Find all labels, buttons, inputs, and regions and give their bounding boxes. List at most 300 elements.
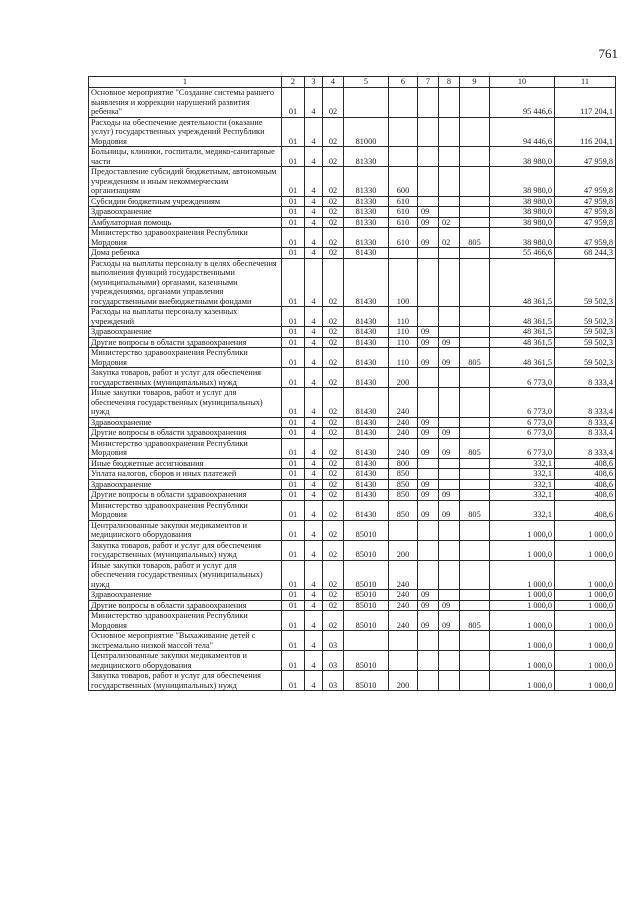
ministry-code: 805 [460, 438, 490, 458]
subprogram-code: 4 [305, 337, 323, 348]
amount-year-2: 59 502,3 [555, 337, 616, 348]
direction-code: 85010 [344, 560, 389, 590]
expense-type: 240 [389, 590, 418, 601]
subsection-code [439, 417, 460, 428]
expense-type: 240 [389, 388, 418, 418]
amount-year-2: 8 333,4 [555, 368, 616, 388]
event-code: 02 [323, 438, 344, 458]
expense-type: 240 [389, 438, 418, 458]
table-row [89, 651, 616, 671]
subsection-code [439, 307, 460, 327]
direction-code: 81330 [344, 196, 389, 207]
event-code: 02 [323, 307, 344, 327]
section-code [418, 520, 439, 540]
expense-type [389, 520, 418, 540]
program-code: 01 [282, 117, 305, 147]
table-row [89, 337, 616, 348]
subprogram-code: 4 [305, 207, 323, 218]
header-cell: 10 [490, 77, 555, 88]
table-row [89, 228, 616, 248]
table-row [89, 167, 616, 197]
subprogram-code: 4 [305, 217, 323, 228]
program-code: 01 [282, 337, 305, 348]
program-code: 01 [282, 258, 305, 307]
header-cell: 2 [282, 77, 305, 88]
direction-code: 81430 [344, 388, 389, 418]
subsection-code [439, 258, 460, 307]
amount-year-2: 59 502,3 [555, 307, 616, 327]
row-name: Министерство здравоохранения Республики Мордовия [89, 348, 282, 368]
row-name: Иные закупки товаров, работ и услуг для обеспечения государственных (муниципальных) нужд [89, 388, 282, 418]
ministry-code [460, 540, 490, 560]
amount-year-2: 47 959,8 [555, 207, 616, 218]
expense-type [389, 631, 418, 651]
event-code: 02 [323, 600, 344, 611]
amount-year-1: 1 000,0 [490, 631, 555, 651]
amount-year-2: 408,6 [555, 500, 616, 520]
subprogram-code: 4 [305, 469, 323, 480]
ministry-code [460, 248, 490, 259]
header-cell: 11 [555, 77, 616, 88]
event-code: 02 [323, 117, 344, 147]
program-code: 01 [282, 196, 305, 207]
direction-code: 85010 [344, 611, 389, 631]
row-name: Расходы на выплаты персоналу в целях обеспечения выполнения функций государственными (муниципальными) органами, казенными учреждениями, органами управления государственными внебюджетными фондами [89, 258, 282, 307]
row-name: Министерство здравоохранения Республики Мордовия [89, 611, 282, 631]
section-code: 09 [418, 600, 439, 611]
event-code: 03 [323, 631, 344, 651]
subprogram-code: 4 [305, 117, 323, 147]
ministry-code [460, 196, 490, 207]
event-code: 03 [323, 651, 344, 671]
subprogram-code: 4 [305, 196, 323, 207]
expense-type: 110 [389, 348, 418, 368]
amount-year-2: 1 000,0 [555, 611, 616, 631]
event-code: 02 [323, 147, 344, 167]
section-code [418, 307, 439, 327]
amount-year-1: 38 980,0 [490, 167, 555, 197]
event-code: 02 [323, 388, 344, 418]
subsection-code: 09 [439, 428, 460, 439]
ministry-code [460, 217, 490, 228]
subsection-code [439, 388, 460, 418]
program-code: 01 [282, 560, 305, 590]
amount-year-1: 6 773,0 [490, 428, 555, 439]
ministry-code [460, 388, 490, 418]
program-code: 01 [282, 438, 305, 458]
program-code: 01 [282, 248, 305, 259]
header-cell: 6 [389, 77, 418, 88]
expense-type: 110 [389, 327, 418, 338]
row-name: Здравоохранение [89, 417, 282, 428]
table-row [89, 500, 616, 520]
section-code [418, 167, 439, 197]
subprogram-code: 4 [305, 248, 323, 259]
amount-year-1: 1 000,0 [490, 560, 555, 590]
program-code: 01 [282, 428, 305, 439]
event-code: 02 [323, 520, 344, 540]
row-name: Основное мероприятие "Выхаживание детей с экстремально низкой массой тела" [89, 631, 282, 651]
expense-type: 850 [389, 500, 418, 520]
row-name: Закупка товаров, работ и услуг для обеспечения государственных (муниципальных) нужд [89, 540, 282, 560]
expense-type: 800 [389, 458, 418, 469]
expense-type: 200 [389, 368, 418, 388]
amount-year-1: 48 361,5 [490, 258, 555, 307]
expense-type: 240 [389, 560, 418, 590]
amount-year-1: 48 361,5 [490, 337, 555, 348]
section-code: 09 [418, 611, 439, 631]
expense-type: 240 [389, 600, 418, 611]
table-row [89, 368, 616, 388]
event-code: 02 [323, 490, 344, 501]
program-code: 01 [282, 458, 305, 469]
row-name: Больницы, клиники, госпитали, медико-санитарные части [89, 147, 282, 167]
ministry-code [460, 600, 490, 611]
row-name: Основное мероприятие "Создание системы раннего выявления и коррекции нарушений развития ребенка" [89, 88, 282, 118]
direction-code: 81430 [344, 337, 389, 348]
event-code: 02 [323, 590, 344, 601]
row-name: Министерство здравоохранения Республики Мордовия [89, 228, 282, 248]
amount-year-1: 1 000,0 [490, 611, 555, 631]
section-code: 09 [418, 417, 439, 428]
ministry-code [460, 207, 490, 218]
subsection-code [439, 196, 460, 207]
table-row [89, 590, 616, 601]
amount-year-1: 48 361,5 [490, 307, 555, 327]
ministry-code [460, 307, 490, 327]
section-code [418, 147, 439, 167]
subsection-code: 09 [439, 490, 460, 501]
event-code: 02 [323, 248, 344, 259]
expense-type: 610 [389, 228, 418, 248]
ministry-code [460, 671, 490, 691]
subprogram-code: 4 [305, 388, 323, 418]
amount-year-2: 59 502,3 [555, 327, 616, 338]
row-name: Другие вопросы в области здравоохранения [89, 600, 282, 611]
table-row [89, 469, 616, 480]
amount-year-2: 47 959,8 [555, 147, 616, 167]
header-cell: 1 [89, 77, 282, 88]
subprogram-code: 4 [305, 368, 323, 388]
amount-year-1: 1 000,0 [490, 520, 555, 540]
amount-year-1: 332,1 [490, 490, 555, 501]
amount-year-2: 1 000,0 [555, 540, 616, 560]
section-code: 09 [418, 500, 439, 520]
table-row [89, 520, 616, 540]
ministry-code [460, 479, 490, 490]
amount-year-1: 6 773,0 [490, 438, 555, 458]
subsection-code [439, 479, 460, 490]
budget-table [88, 76, 616, 691]
expense-type [389, 117, 418, 147]
row-name: Здравоохранение [89, 590, 282, 601]
amount-year-2: 59 502,3 [555, 258, 616, 307]
section-code [418, 651, 439, 671]
row-name: Субсидии бюджетным учреждениям [89, 196, 282, 207]
amount-year-1: 38 980,0 [490, 228, 555, 248]
direction-code: 81430 [344, 438, 389, 458]
ministry-code: 805 [460, 500, 490, 520]
row-name: Расходы на обеспечение деятельности (оказание услуг) государственных учреждений Республики Мордовия [89, 117, 282, 147]
expense-type: 200 [389, 540, 418, 560]
amount-year-2: 408,6 [555, 458, 616, 469]
table-body [89, 88, 616, 691]
expense-type: 850 [389, 490, 418, 501]
subsection-code [439, 671, 460, 691]
table-row [89, 458, 616, 469]
amount-year-2: 408,6 [555, 469, 616, 480]
section-code [418, 88, 439, 118]
subprogram-code: 4 [305, 490, 323, 501]
event-code: 02 [323, 417, 344, 428]
amount-year-2: 47 959,8 [555, 167, 616, 197]
amount-year-1: 6 773,0 [490, 417, 555, 428]
amount-year-2: 1 000,0 [555, 651, 616, 671]
section-code: 09 [418, 348, 439, 368]
section-code: 09 [418, 590, 439, 601]
amount-year-2: 408,6 [555, 490, 616, 501]
expense-type: 200 [389, 671, 418, 691]
subprogram-code: 4 [305, 520, 323, 540]
program-code: 01 [282, 600, 305, 611]
direction-code: 85010 [344, 671, 389, 691]
subsection-code [439, 117, 460, 147]
row-name: Здравоохранение [89, 327, 282, 338]
section-code: 09 [418, 337, 439, 348]
table-row [89, 600, 616, 611]
ministry-code [460, 258, 490, 307]
section-code [418, 196, 439, 207]
amount-year-2: 1 000,0 [555, 590, 616, 601]
direction-code: 81430 [344, 428, 389, 439]
subprogram-code: 4 [305, 611, 323, 631]
expense-type: 240 [389, 428, 418, 439]
subsection-code [439, 560, 460, 590]
program-code: 01 [282, 520, 305, 540]
section-code: 09 [418, 327, 439, 338]
event-code: 02 [323, 228, 344, 248]
subprogram-code: 4 [305, 500, 323, 520]
amount-year-2: 8 333,4 [555, 428, 616, 439]
program-code: 01 [282, 671, 305, 691]
ministry-code [460, 651, 490, 671]
event-code: 02 [323, 348, 344, 368]
event-code: 02 [323, 368, 344, 388]
program-code: 01 [282, 167, 305, 197]
row-name: Министерство здравоохранения Республики Мордовия [89, 500, 282, 520]
header-cell: 7 [418, 77, 439, 88]
amount-year-1: 332,1 [490, 469, 555, 480]
program-code: 01 [282, 500, 305, 520]
ministry-code: 805 [460, 348, 490, 368]
event-code: 02 [323, 88, 344, 118]
table-row [89, 417, 616, 428]
subprogram-code: 4 [305, 348, 323, 368]
row-name: Централизованные закупки медикаментов и медицинского оборудования [89, 651, 282, 671]
subsection-code: 09 [439, 600, 460, 611]
event-code: 02 [323, 258, 344, 307]
table-row [89, 196, 616, 207]
subprogram-code: 4 [305, 147, 323, 167]
subsection-code [439, 248, 460, 259]
amount-year-2: 47 959,8 [555, 217, 616, 228]
row-name: Другие вопросы в области здравоохранения [89, 428, 282, 439]
table-row [89, 671, 616, 691]
amount-year-2: 47 959,8 [555, 228, 616, 248]
row-name: Здравоохранение [89, 479, 282, 490]
expense-type: 610 [389, 196, 418, 207]
amount-year-1: 48 361,5 [490, 348, 555, 368]
ministry-code [460, 590, 490, 601]
subprogram-code: 4 [305, 428, 323, 439]
event-code: 02 [323, 560, 344, 590]
direction-code: 85010 [344, 590, 389, 601]
event-code: 02 [323, 337, 344, 348]
program-code: 01 [282, 368, 305, 388]
subprogram-code: 4 [305, 258, 323, 307]
direction-code: 85010 [344, 600, 389, 611]
event-code: 02 [323, 217, 344, 228]
amount-year-1: 48 361,5 [490, 327, 555, 338]
table-row [89, 147, 616, 167]
event-code: 02 [323, 611, 344, 631]
table-row [89, 611, 616, 631]
event-code: 02 [323, 469, 344, 480]
ministry-code [460, 167, 490, 197]
subsection-code [439, 469, 460, 480]
ministry-code [460, 417, 490, 428]
subprogram-code: 4 [305, 590, 323, 601]
table-row [89, 348, 616, 368]
program-code: 01 [282, 469, 305, 480]
direction-code: 81430 [344, 348, 389, 368]
section-code: 09 [418, 428, 439, 439]
subsection-code: 09 [439, 611, 460, 631]
amount-year-1: 1 000,0 [490, 600, 555, 611]
subsection-code [439, 520, 460, 540]
section-code [418, 248, 439, 259]
subsection-code [439, 458, 460, 469]
subsection-code [439, 88, 460, 118]
subprogram-code: 4 [305, 327, 323, 338]
section-code: 09 [418, 438, 439, 458]
program-code: 01 [282, 88, 305, 118]
expense-type [389, 88, 418, 118]
amount-year-2: 1 000,0 [555, 631, 616, 651]
event-code: 02 [323, 479, 344, 490]
amount-year-1: 332,1 [490, 479, 555, 490]
subprogram-code: 4 [305, 417, 323, 428]
expense-type: 850 [389, 479, 418, 490]
row-name: Здравоохранение [89, 207, 282, 218]
amount-year-1: 332,1 [490, 458, 555, 469]
expense-type [389, 147, 418, 167]
table-row [89, 479, 616, 490]
ministry-code [460, 469, 490, 480]
expense-type: 850 [389, 469, 418, 480]
subsection-code [439, 167, 460, 197]
event-code: 02 [323, 428, 344, 439]
subprogram-code: 4 [305, 479, 323, 490]
section-code: 09 [418, 490, 439, 501]
program-code: 01 [282, 207, 305, 218]
row-name: Иные бюджетные ассигнования [89, 458, 282, 469]
amount-year-1: 332,1 [490, 500, 555, 520]
row-name: Другие вопросы в области здравоохранения [89, 337, 282, 348]
row-name: Дома ребенка [89, 248, 282, 259]
direction-code: 85010 [344, 651, 389, 671]
amount-year-2: 1 000,0 [555, 671, 616, 691]
subsection-code: 02 [439, 228, 460, 248]
event-code: 02 [323, 327, 344, 338]
amount-year-2: 8 333,4 [555, 417, 616, 428]
amount-year-1: 38 980,0 [490, 196, 555, 207]
direction-code: 81430 [344, 469, 389, 480]
program-code: 01 [282, 651, 305, 671]
direction-code: 81330 [344, 217, 389, 228]
section-code: 09 [418, 479, 439, 490]
section-code [418, 560, 439, 590]
event-code: 02 [323, 540, 344, 560]
program-code: 01 [282, 490, 305, 501]
table-row [89, 248, 616, 259]
ministry-code [460, 631, 490, 651]
ministry-code: 805 [460, 228, 490, 248]
table-row [89, 117, 616, 147]
subprogram-code: 4 [305, 228, 323, 248]
ministry-code [460, 428, 490, 439]
direction-code: 81430 [344, 500, 389, 520]
program-code: 01 [282, 217, 305, 228]
row-name: Другие вопросы в области здравоохранения [89, 490, 282, 501]
section-code [418, 631, 439, 651]
amount-year-1: 38 980,0 [490, 207, 555, 218]
amount-year-1: 95 446,6 [490, 88, 555, 118]
table-row [89, 631, 616, 651]
subsection-code: 02 [439, 217, 460, 228]
direction-code [344, 88, 389, 118]
header-cell: 9 [460, 77, 490, 88]
section-code [418, 388, 439, 418]
amount-year-1: 38 980,0 [490, 217, 555, 228]
row-name: Уплата налогов, сборов и иных платежей [89, 469, 282, 480]
event-code: 02 [323, 167, 344, 197]
program-code: 01 [282, 307, 305, 327]
expense-type [389, 651, 418, 671]
subprogram-code: 4 [305, 438, 323, 458]
amount-year-1: 1 000,0 [490, 671, 555, 691]
subsection-code [439, 368, 460, 388]
expense-type: 610 [389, 207, 418, 218]
program-code: 01 [282, 631, 305, 651]
row-name: Расходы на выплаты персоналу казенных учреждений [89, 307, 282, 327]
table-row [89, 258, 616, 307]
subsection-code [439, 147, 460, 167]
direction-code: 81000 [344, 117, 389, 147]
header-cell: 3 [305, 77, 323, 88]
direction-code: 81330 [344, 167, 389, 197]
expense-type [389, 248, 418, 259]
amount-year-2: 47 959,8 [555, 196, 616, 207]
program-code: 01 [282, 147, 305, 167]
program-code: 01 [282, 590, 305, 601]
expense-type: 110 [389, 337, 418, 348]
table-row [89, 307, 616, 327]
amount-year-2: 59 502,3 [555, 348, 616, 368]
subprogram-code: 4 [305, 560, 323, 590]
direction-code: 81430 [344, 368, 389, 388]
ministry-code [460, 337, 490, 348]
